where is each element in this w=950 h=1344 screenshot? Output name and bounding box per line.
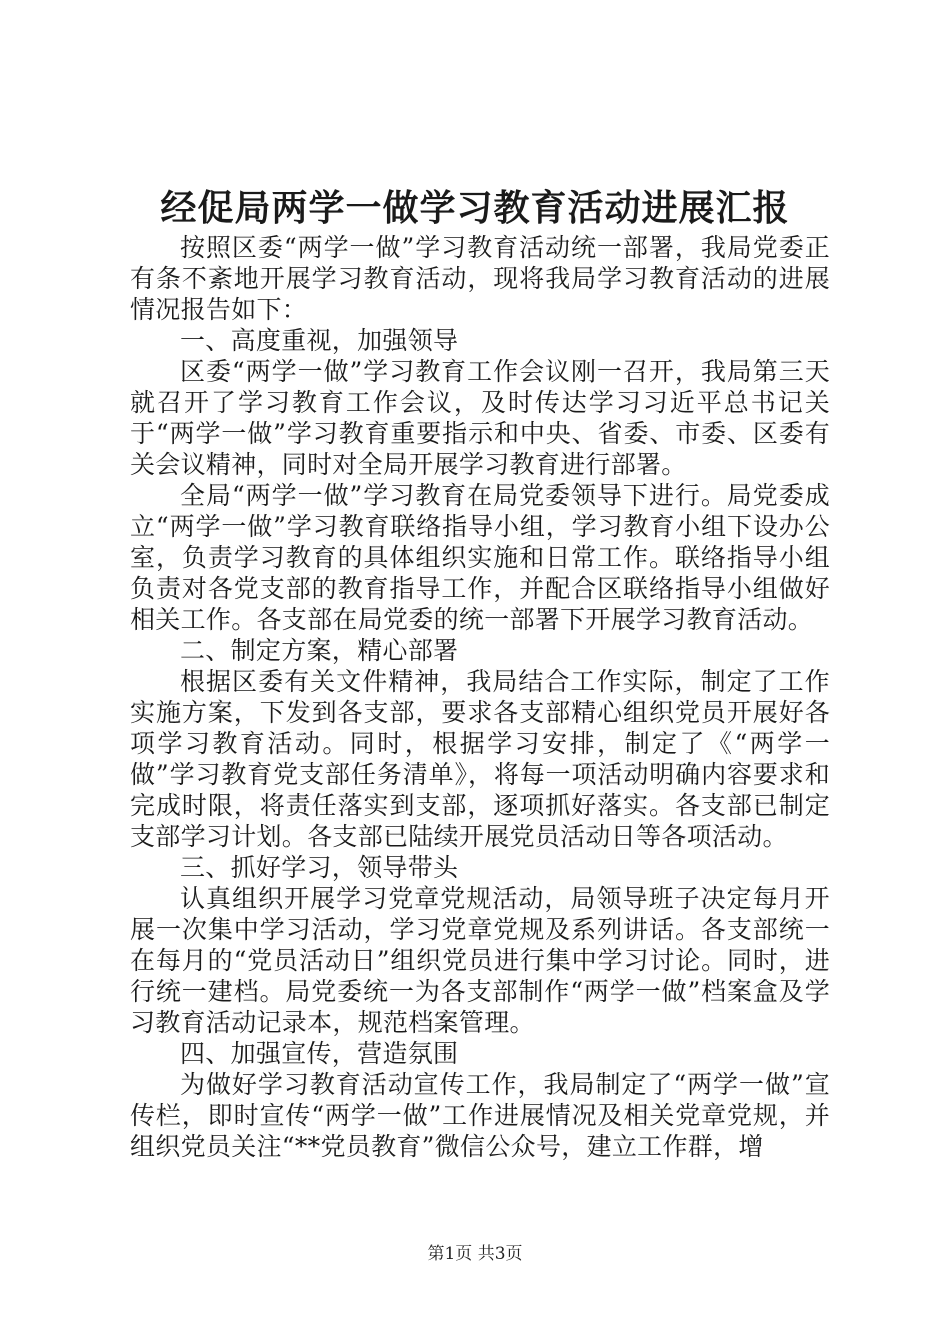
section-heading-4: 四、加强宣传，营造氛围 bbox=[180, 1039, 459, 1068]
document-title: 经促局两学一做学习教育活动进展汇报 bbox=[160, 187, 790, 229]
section-heading-2: 二、制定方案，精心部署 bbox=[180, 636, 459, 665]
page-footer: 第1页 共3页 bbox=[427, 1244, 523, 1264]
section-4-paragraph-1: 为做好学习教育活动宣传工作，我局制定了“两学一做”宣传栏，即时宣传“两学一做”工作进展情况及相关党章党规，并组织党员关注“**党员教育”微信公众号，建立工作群，增 bbox=[130, 1070, 830, 1161]
section-1-paragraph-2: 全局“两学一做”学习教育在局党委领导下进行。局党委成立“两学一做”学习教育联络指导小组，学习教育小组下设办公室，负责学习教育的具体组织实施和日常工作。联络指导小组负责对各党支部的教育指导工作，并配合区联络指导小组做好相关工作。各支部在局党委的统一部署下开展学习教育活动。 bbox=[130, 481, 830, 634]
section-heading-1: 一、高度重视，加强领导 bbox=[180, 326, 459, 355]
document-body bbox=[130, 232, 830, 1162]
section-heading-3: 三、抓好学习，领导带头 bbox=[180, 853, 459, 882]
section-1-paragraph-1: 区委“两学一做”学习教育工作会议刚一召开，我局第三天就召开了学习教育工作会议，及时传达学习习近平总书记关于“两学一做”学习教育重要指示和中央、省委、市委、区委有关会议精神，同时对全局开展学习教育进行部署。 bbox=[130, 357, 830, 479]
section-3-paragraph-1: 认真组织开展学习党章党规活动，局领导班子决定每月开展一次集中学习活动，学习党章党规及系列讲话。各支部统一在每月的“党员活动日”组织党员进行集中学习讨论。同时，进行统一建档。局党委统一为各支部制作“两学一做”档案盒及学习教育活动记录本，规范档案管理。 bbox=[130, 884, 830, 1037]
section-2-paragraph-1: 根据区委有关文件精神，我局结合工作实际，制定了工作实施方案，下发到各支部，要求各支部精心组织党员开展好各项学习教育活动。同时，根据学习安排，制定了《“两学一做”学习教育党支部任务清单》，将每一项活动明确内容要求和完成时限，将责任落实到支部，逐项抓好落实。各支部已制定支部学习计划。各支部已陆续开展党员活动日等各项活动。 bbox=[130, 667, 830, 851]
intro-paragraph: 按照区委“两学一做”学习教育活动统一部署，我局党委正有条不紊地开展学习教育活动，现将我局学习教育活动的进展情况报告如下： bbox=[130, 233, 830, 324]
